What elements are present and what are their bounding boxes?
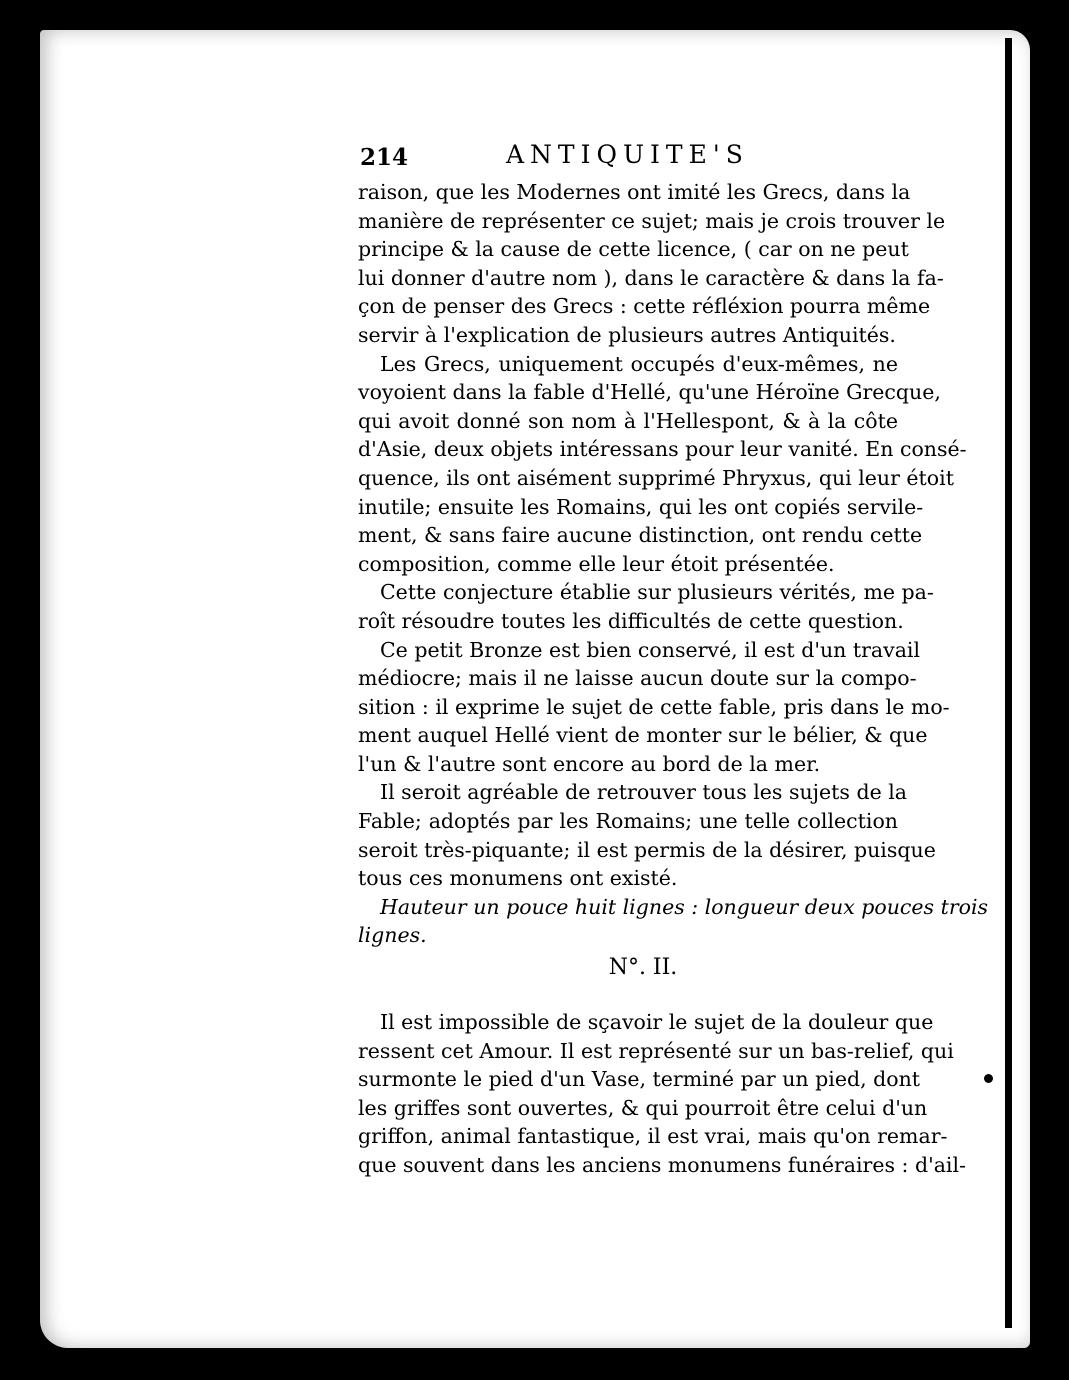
section-heading: N°. II.	[608, 955, 678, 981]
text-line: raison, que les Modernes ont imité les Grecs, dans la	[358, 180, 911, 204]
text-line: sition : il exprime le sujet de cette fable, pris dans le mo-	[358, 694, 950, 719]
text-line: l'un & l'autre sont encore au bord de la mer.	[358, 751, 821, 776]
paragraph-4	[358, 636, 950, 779]
text-line: Cette conjecture établie sur plusieurs vérités, me pa-	[380, 580, 934, 605]
page-edge-rule	[1005, 38, 1012, 1328]
text-line: lui donner d'autre nom ), dans le caractère & dans la fa-	[358, 265, 944, 290]
text-line: que souvent dans les anciens monumens funéraires : d'ail-	[358, 1153, 966, 1177]
running-title: ANTIQUITE'S	[506, 140, 749, 169]
paragraph-1	[358, 178, 946, 350]
text-line: voyoient dans la fable d'Hellé, qu'une Héroïne Grecque,	[358, 380, 941, 405]
text-line: Il seroit agréable de retrouver tous les sujets de la	[380, 780, 907, 805]
book-page	[40, 30, 1030, 1348]
text-line: médiocre; mais il ne laisse aucun doute sur la compo-	[358, 666, 917, 691]
text-block	[358, 140, 989, 1180]
paragraph-3	[358, 578, 934, 635]
paragraph-2	[358, 350, 967, 579]
text-line: çon de penser des Grecs : cette réfléxion pourra même	[358, 294, 931, 319]
page-header	[358, 140, 898, 178]
text-line: quence, ils ont aisément supprimé Phryxus, qui leur étoit	[358, 465, 954, 490]
text-line: ressent cet Amour. Il est représenté sur un bas-relief, qui	[358, 1038, 954, 1063]
text-line: servir à l'explication de plusieurs autres Antiquités.	[358, 322, 896, 347]
text-line: inutile; ensuite les Romains, qui les ont copiés servile-	[358, 494, 924, 519]
ink-speck	[984, 1074, 993, 1083]
dimensions-note	[358, 893, 989, 950]
text-line: roît résoudre toutes les difficultés de cette question.	[358, 608, 904, 633]
text-line: Ce petit Bronze est bien conservé, il est d'un travail	[380, 637, 921, 662]
text-line: griffon, animal fantastique, il est vrai, mais qu'on remar-	[358, 1124, 948, 1149]
paragraph-5	[358, 778, 936, 892]
text-line: les griffes sont ouvertes, & qui pourroit être celui d'un	[358, 1095, 928, 1120]
text-line: Hauteur un pouce huit lignes : longueur deux pouces trois	[380, 894, 989, 919]
text-line: principe & la cause de cette licence, ( car on ne peut	[358, 237, 909, 262]
text-line: tous ces monumens ont existé.	[358, 866, 678, 891]
text-line: ment, & sans faire aucune distinction, ont rendu cette	[358, 523, 923, 548]
text-line: composition, comme elle leur étoit présentée.	[358, 551, 835, 576]
text-line: lignes.	[358, 923, 427, 948]
text-line: Il est impossible de sçavoir le sujet de la douleur que	[380, 1010, 934, 1035]
text-line: qui avoit donné son nom à l'Hellespont, & à la côte	[358, 408, 898, 433]
text-line: ment auquel Hellé vient de monter sur le bélier, & que	[358, 723, 928, 748]
text-line: Fable; adoptés par les Romains; une telle collection	[358, 809, 898, 834]
section-paragraph	[358, 1008, 966, 1180]
text-line: Les Grecs, uniquement occupés d'eux-mêmes, ne	[380, 351, 898, 376]
section-gap	[358, 990, 898, 1008]
page-number: 214	[360, 144, 409, 171]
text-line: surmonte le pied d'un Vase, terminé par un pied, dont	[358, 1067, 921, 1092]
text-line: d'Asie, deux objets intéressans pour leur vanité. En consé-	[358, 437, 967, 462]
text-line: manière de représenter ce sujet; mais je crois trouver le	[358, 208, 946, 233]
text-line: seroit très-piquante; il est permis de la désirer, puisque	[358, 837, 936, 862]
